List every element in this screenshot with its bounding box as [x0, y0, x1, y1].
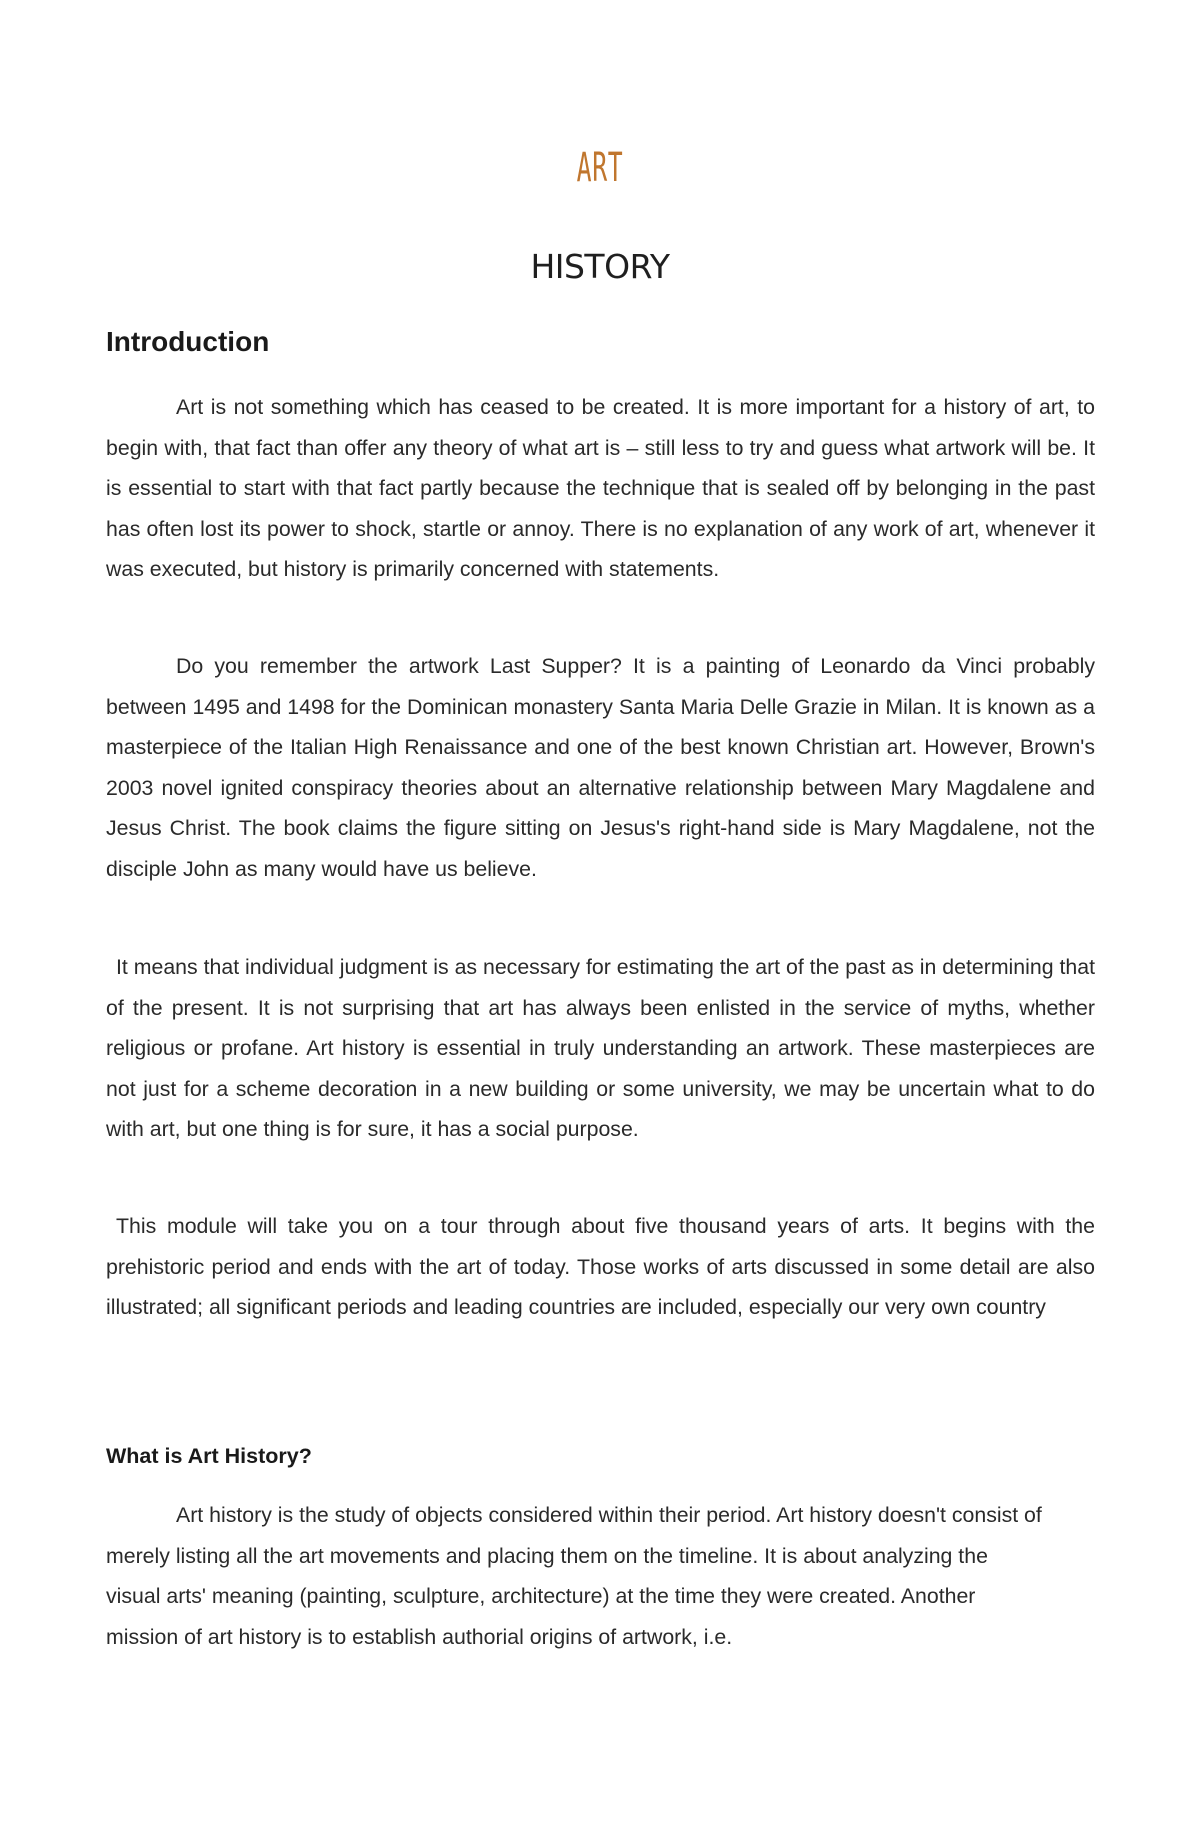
document-title-art: ART	[576, 145, 624, 191]
paragraph-intro-2: Do you remember the artwork Last Supper? It is a painting of Leonardo da Vinci probably between 1495 and 1498 for the Dominican monastery Santa Maria Delle Grazie in Milan. It is known as a masterpiece of the Italian High Renaissance and one of the best known Christian art. However, Brown's 2003 novel ignited conspiracy theories about an alternative relationship between Mary Magdalene and Jesus Christ. The book claims the figure sitting on Jesus's right-hand side is Mary Magdalene, not the disciple John as many would have us believe.	[106, 654, 1095, 881]
paragraph-intro-3: It means that individual judgment is as necessary for estimating the art of the past as in determining that of the present. It is not surprising that art has always been enlisted in the service of myths, whether religious or profane. Art history is essential in truly understanding an artwork. These masterpieces are not just for a scheme decoration in a new building or some university, we may be uncertain what to do with art, but one thing is for sure, it has a social purpose.	[106, 955, 1095, 1142]
document-title-history: HISTORY	[530, 247, 670, 286]
section-heading-introduction: Introduction	[106, 326, 270, 357]
paragraph-intro-4: This module will take you on a tour through about five thousand years of arts. It begins with the prehistoric period and ends with the art of today. Those works of arts discussed in some detail are also illustrated; all significant periods and leading countries are included, especially our very own country	[106, 1214, 1095, 1320]
paragraph-intro-1: Art is not something which has ceased to be created. It is more important for a history of art, to begin with, that fact than offer any theory of what art is – still less to try and guess what artwork will be. It is essential to start with that fact partly because the technique that is sealed off by belonging in the past has often lost its power to shock, startle or annoy. There is no explanation of any work of art, whenever it was executed, but history is primarily concerned with statements.	[106, 395, 1095, 582]
section-heading-what-is-art-history: What is Art History?	[106, 1444, 312, 1468]
paragraph-what-is-art-history-1: Art history is the study of objects considered within their period. Art history doesn't consist of merely listing all the art movements and placing them on the timeline. It is about analyzing the visual arts' meaning (painting, sculpture, architecture) at the time they were created. Another mission of art history is to establish authorial origins of artwork, i.e.	[106, 1503, 1042, 1649]
